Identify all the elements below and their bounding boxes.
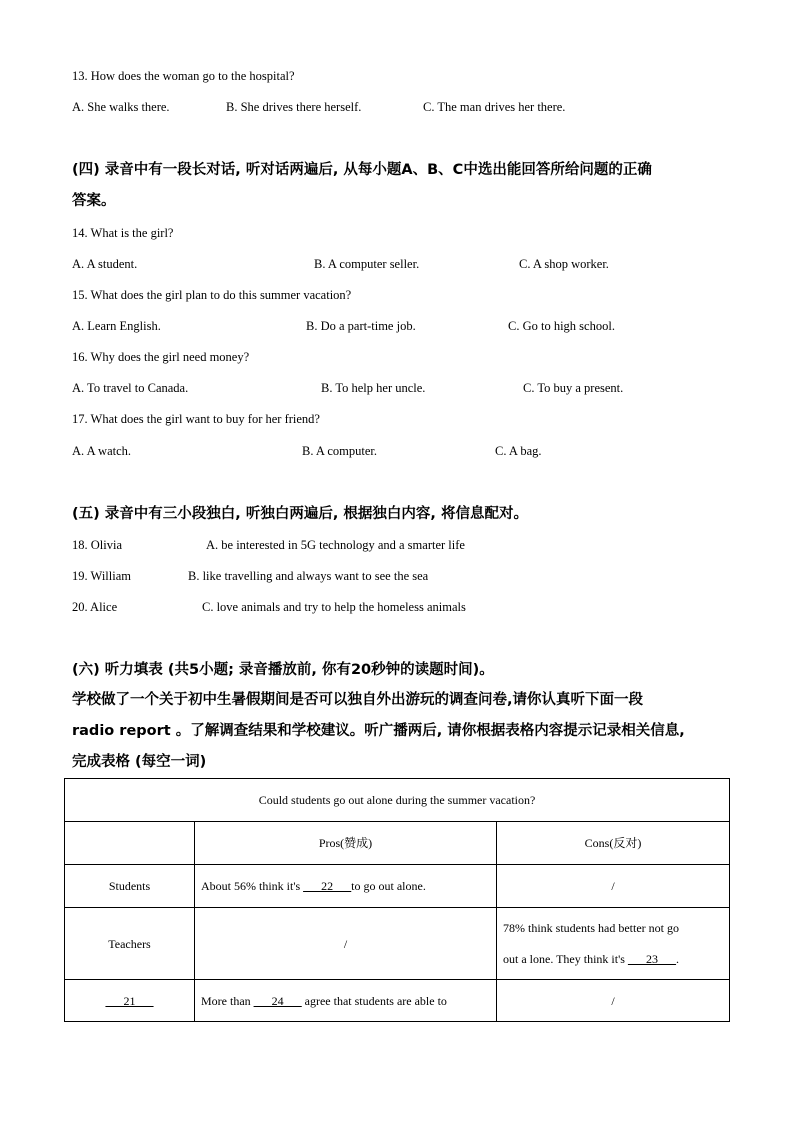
q15-option-b: B. Do a part-time job. [306,319,416,333]
question-14: 14. What is the girl? [72,226,174,240]
q16-option-c: C. To buy a present. [523,381,624,395]
table-header-row [65,822,730,865]
row21-pros-cell [195,980,497,1022]
students-cons-cell: / [497,865,730,908]
row21-pros-text-a: More than [201,993,254,1008]
q13-option-b: B. She drives there herself. [226,100,362,114]
row21-cons-cell: / [497,980,730,1022]
teachers-cons-cell [497,908,730,980]
section-6-heading-line2: 学校做了一个关于初中生暑假期间是否可以独自外出游玩的调查问卷,请你认真听下面一段 [72,692,644,708]
students-pros-text-a: About 56% think it's [201,879,304,893]
match-option-b: B. like travelling and always want to see the sea [188,569,429,583]
q14-option-a: A. A student. [72,257,138,271]
match-option-c: C. love animals and try to help the homeless animals [202,600,466,614]
row21-pros-text-b: agree that students are able to [301,993,447,1008]
row-label-cell-21 [65,980,195,1022]
blank-21[interactable]: ___21___ [105,993,154,1008]
section-4-heading-line1: (四) 录音中有一段长对话, 听对话两遍后, 从每小题A、B、C中选出能回答所给问题的正确 [72,162,652,178]
question-17: 17. What does the girl want to buy for her friend? [72,412,320,426]
students-pros-cell [195,865,497,908]
table-title-row [65,779,730,822]
blank-23[interactable]: ___23___ [627,951,676,966]
section-4-heading-line2: 答案。 [72,193,116,209]
teachers-cons-text-a: 78% think students had better not go [503,920,679,935]
table-row-21 [65,980,730,1022]
q17-option-b: B. A computer. [302,444,377,458]
teachers-cons-text-b: out a lone. They think it's [503,951,628,966]
section-5-heading: (五) 录音中有三小段独白, 听独白两遍后, 根据独白内容, 将信息配对。 [72,506,528,522]
q13-option-c: C. The man drives her there. [423,100,566,114]
q17-option-c: C. A bag. [495,444,542,458]
teachers-cons-text-c: . [675,951,679,966]
q16-option-a: A. To travel to Canada. [72,381,189,395]
blank-22[interactable]: ___22___ [303,879,352,893]
table-row-students [65,865,730,908]
row-label-students: Students [65,865,195,908]
teachers-pros-cell: / [195,908,497,980]
match-19-name: 19. William [72,569,131,583]
q14-option-b: B. A computer seller. [314,257,420,271]
table-row-teachers [65,908,730,980]
match-20-name: 20. Alice [72,600,118,614]
q16-option-b: B. To help her uncle. [321,381,426,395]
section-6-heading-line1: (六) 听力填表 (共5小题; 录音播放前, 你有20秒钟的读题时间)。 [72,662,494,678]
table-header-empty [65,822,195,865]
table-header-cons: Cons(反对) [497,822,730,865]
question-16: 16. Why does the girl need money? [72,350,250,364]
match-option-a: A. be interested in 5G technology and a smarter life [206,538,465,552]
q13-option-a: A. She walks there. [72,100,170,114]
table-title: Could students go out alone during the summer vacation? [65,779,730,822]
table-header-pros: Pros(赞成) [195,822,497,865]
match-18-name: 18. Olivia [72,538,122,552]
q15-option-a: A. Learn English. [72,319,161,333]
question-15: 15. What does the girl plan to do this summer vacation? [72,288,352,302]
q17-option-a: A. A watch. [72,444,132,458]
row-label-teachers: Teachers [65,908,195,980]
q14-option-c: C. A shop worker. [519,257,609,271]
question-13: 13. How does the woman go to the hospital? [72,69,295,83]
section-6-heading-line3: radio report 。了解调查结果和学校建议。听广播两后, 请你根据表格内容提示记录相关信息, [72,723,685,739]
students-pros-text-b: to go out alone. [351,879,426,893]
blank-24[interactable]: ___24___ [253,993,302,1008]
q15-option-c: C. Go to high school. [508,319,615,333]
survey-table [64,778,730,1022]
section-6-heading-line4: 完成表格 (每空一词) [72,754,207,770]
